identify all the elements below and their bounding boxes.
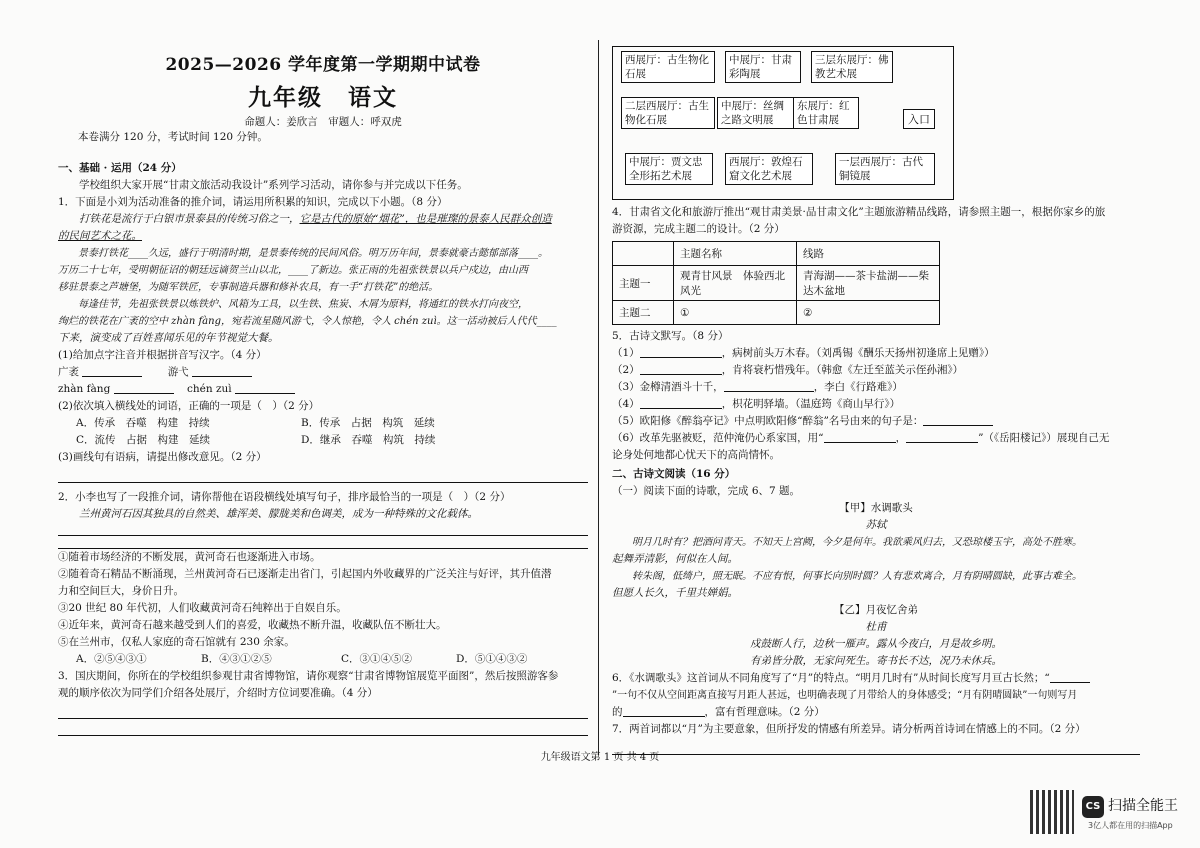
option-a[interactable]: A．传承 吞噬 构建 持续 (76, 417, 210, 429)
exam-authors: 命题人：姜欣言 审题人：呼双虎 (244, 116, 402, 128)
scanner-watermark (1030, 790, 1190, 834)
subsection-heading: （一）阅读下面的诗歌，完成 6、7 题。 (612, 485, 801, 497)
question-7: 7．两首词都以“月”为主要意象，但所抒发的情感有所差异。请分析两首诗词在情感上的不同。（2 分） (612, 723, 1086, 735)
hall-box: 二层西展厅：古生物化石展 (621, 97, 715, 129)
answer-blank[interactable] (640, 396, 722, 409)
hall-box: 中展厅：贾文忠全形拓艺术展 (625, 153, 713, 185)
answer-line[interactable] (58, 538, 588, 549)
question-2: 2．小李也写了一段推介词，请你帮他在语段横线处填写句子，排序最恰当的一项是（ ）（2 分） (58, 491, 511, 503)
table-cell: 主题二 (613, 301, 674, 325)
hall-box: 西展厅：敦煌石窟文化艺术展 (725, 153, 813, 185)
passage-line: 绚烂的铁花在广袤的空中 zhàn fàng，宛若流星随风游弋，令人惊艳，令人 chén zuì。这一活动被后人代代____ (58, 316, 557, 327)
poem-line: 但愿人长久，千里共婵娟。 (612, 587, 738, 599)
answer-blank[interactable] (923, 413, 993, 426)
choice-sentence: ④近年来，黄河奇石越来越受到人们的喜爱，收藏热不断升温，收藏队伍不断壮大。 (58, 619, 447, 631)
poem-author: 苏轼 (865, 519, 887, 531)
exam-subject: 九年级 语文 (248, 84, 398, 111)
answer-line[interactable] (58, 468, 588, 483)
answer-blank[interactable] (82, 364, 142, 377)
choice-sentence: ②随着奇石精品不断涌现，兰州黄河奇石已逐渐走出省门，引起国内外收藏界的广泛关注与好评，其升值潜 (58, 568, 552, 580)
table-header: 线路 (797, 242, 940, 266)
page-footer: 九年级语文第 1 页 共 4 页 (540, 752, 660, 763)
choice-sentence: ⑤在兰州市，仅私人家庭的奇石馆就有 230 余家。 (58, 636, 295, 648)
option-c[interactable]: C．流传 占据 构建 延续 (76, 434, 211, 446)
passage-line: 下来，演变成了百姓喜闻乐见的年节视觉大餐。 (58, 332, 279, 344)
option-b[interactable]: B．传承 占据 构筑 延续 (301, 417, 435, 429)
answer-blank[interactable] (640, 345, 722, 358)
question-6-cont: ”一句不仅从空间距离直接写月距人甚远，也明确表现了月带给人的身体感受；“月有阴晴圆缺”一句则写月 (612, 690, 1078, 701)
question-4: 4．甘肃省文化和旅游厅推出“观甘肃美景·品甘肃文化”主题旅游精品线路，请参照主题一，根据你家乡的旅 (612, 206, 1106, 218)
section-heading: 一、基础 · 运用（24 分） (58, 162, 182, 174)
subquestion-1: (1)给加点字注音并根据拼音写汉字。（4 分） (58, 349, 267, 361)
hall-box: 东展厅：红色甘肃展 (793, 97, 859, 129)
question-4-cont: 游资源，完成主题二的设计。（2 分） (612, 223, 785, 235)
choice-sentence: ①随着市场经济的不断发展，黄河奇石也逐渐进入市场。 (58, 551, 321, 563)
answer-blank[interactable] (906, 430, 978, 443)
question-6-cont: 的 ，富有哲理意味。（2 分） (612, 706, 825, 718)
poem-line: 有弟皆分散，无家问死生。寄书长不达，况乃未休兵。 (750, 655, 1002, 667)
recitation-line: （6）改革先驱被贬，范仲淹仍心系家国，用“ ， ”（《岳阳楼记》）展现自己无 (612, 432, 1110, 444)
answer-blank[interactable] (235, 381, 295, 394)
museum-floor-plan (612, 46, 954, 200)
exam-title: 2025—2026 学年度第一学期期中试卷 (165, 55, 481, 75)
poem-line: 起舞弄清影，何似在人间。 (612, 553, 738, 565)
answer-blank[interactable] (192, 364, 252, 377)
qr-code-icon (1030, 790, 1074, 834)
recitation-line: （2） ，肯将衰朽惜残年。（韩愈《左迁至蓝关示侄孙湘》） (612, 364, 964, 376)
answer-line[interactable] (58, 525, 588, 536)
activity-intro: 学校组织大家开展“甘肃文旅活动我设计”系列学习活动，请你参与并完成以下任务。 (79, 179, 468, 191)
option-a[interactable]: A．②⑤④③① (76, 653, 147, 665)
table-cell: 青海湖——茶卡盐湖——柴达木盆地 (797, 266, 940, 301)
options-row (58, 415, 588, 432)
option-b[interactable]: B．④③①②⑤ (201, 653, 272, 665)
answer-cell[interactable]: ① (674, 301, 797, 325)
column-divider (598, 40, 599, 755)
watermark-name: 扫描全能王 (1108, 798, 1178, 814)
question-3-cont: 观的顺序依次为同学们介绍各处展厅，介绍时方位词要准确。（4 分） (58, 687, 378, 699)
poem-title: 【乙】月夜忆舍弟 (834, 604, 918, 616)
answer-cell[interactable]: ② (797, 301, 940, 325)
question-3: 3．国庆期间，你所在的学校组织参观甘肃省博物馆，请你观察“甘肃省博物馆展览平面图”，然后按照游客参 (58, 670, 559, 682)
poem-line: 明月几时有？把酒问青天。不知天上宫阙，今夕是何年。我欲乘风归去，又恐琼楼玉宇，高处不胜寒。 (632, 537, 1082, 548)
recitation-line: （3）金樽清酒斗十千， ，李白《行路难》） (612, 381, 903, 393)
options-row (58, 651, 588, 668)
option-d[interactable]: D．继承 吞噬 构筑 持续 (301, 434, 436, 446)
entrance-label: 入口 (903, 109, 935, 129)
section-heading: 二、古诗文阅读（16 分） (612, 468, 736, 480)
answer-blank[interactable] (824, 430, 896, 443)
passage-line: 打铁花是流行于白银市景泰县的传统习俗之一，它是古代的原始“烟花”，也是璀璨的景泰人民群众创造 (79, 213, 552, 225)
camscanner-logo: CS (1082, 796, 1104, 818)
question-1: 1．下面是小刘为活动准备的推介词，请运用所积累的知识，完成以下小题。（8 分） (58, 196, 448, 208)
hall-box: 中展厅：甘肃彩陶展 (725, 51, 801, 83)
answer-blank[interactable] (114, 381, 174, 394)
hall-box: 三层东展厅：佛教艺术展 (811, 51, 893, 83)
right-column (612, 46, 1140, 755)
passage-line: 移驻景泰之芦塘堡，为随军铁匠，专事制造兵器和修补农具，有一手“打铁花”的绝活。 (58, 282, 439, 293)
subquestion-2: (2)依次填入横线处的词语，正确的一项是（ ）（2 分） (58, 400, 320, 412)
question-5: 5．古诗文默写。（8 分） (612, 330, 729, 342)
recitation-line: （4） ，枳花明驿墙。（温庭筠《商山早行》） (612, 398, 901, 410)
option-c[interactable]: C．③①④⑤② (341, 653, 413, 665)
answer-blank[interactable] (640, 362, 722, 375)
theme-table (612, 241, 940, 325)
poem-title: 【甲】水调歌头 (839, 502, 913, 514)
subquestion-3: (3)画线句有语病，请提出修改意见。（2 分） (58, 451, 267, 463)
passage-line: 景泰打铁花____久远，盛行于明清时期，是景泰传统的民间风俗。明万历年间，景泰就豪古懿郁部落____。 (78, 248, 548, 259)
left-column (58, 40, 588, 736)
answer-blank[interactable] (623, 704, 705, 717)
choice-sentence: 力和空间巨大，身价日升。 (58, 585, 184, 597)
recitation-line: （1） ，病树前头万木春。（刘禹锡《酬乐天扬州初逢席上见赠》） (612, 347, 995, 359)
option-d[interactable]: D．⑤①④③② (456, 653, 528, 665)
answer-line[interactable] (58, 721, 588, 736)
recitation-line: 论身处何地都心忧天下的高尚情怀。 (612, 449, 780, 461)
choice-sentence: ③20 世纪 80 年代初，人们收藏黄河奇石纯粹出于自娱自乐。 (58, 602, 347, 614)
options-row (58, 432, 588, 449)
underlined-sentence: 它是古代的原始“烟花”，也是璀璨的景泰人民群众创造 (299, 213, 552, 225)
passage-line: 兰州黄河石因其独具的自然美、雄浑美、朦胧美和色调美，成为一种特殊的文化载体。 (79, 508, 478, 520)
question-6: 6．《水调歌头》这首词从不同角度写了“月”的特点。“明月几时有”从时间长度写月亘古长然；“ (612, 670, 1140, 687)
table-cell: 观青甘风景 体验西北风光 (674, 266, 797, 301)
pinyin-row: zhàn fàng chén zuì (58, 381, 588, 398)
recitation-line: （5）欧阳修《醉翁亭记》中点明欧阳修“醉翁”名号由来的句子是： (612, 413, 1140, 430)
answer-line[interactable] (58, 704, 588, 719)
poem-line: 戍鼓断人行，边秋一雁声。露从今夜白，月是故乡明。 (750, 638, 1002, 650)
watermark-subtitle: 3亿人都在用的扫描App (1088, 821, 1173, 830)
exam-note: 本卷满分 120 分，考试时间 120 分钟。 (78, 131, 268, 143)
pinyin-row: 广袤 游弋 (58, 364, 588, 381)
poem-author: 杜甫 (865, 621, 887, 633)
answer-blank[interactable] (724, 379, 814, 392)
passage-line: 万历二十七年，受明朝征诏的朝廷远谪贺兰山以北，____了新边。张正雨的先祖张铁景以兵户戍边，由山西 (58, 265, 528, 276)
table-cell: 主题一 (613, 266, 674, 301)
poem-line: 转朱阁，低绮户，照无眠。不应有恨，何事长向别时圆？人有悲欢离合，月有阴晴圆缺，此事古难全。 (632, 571, 1082, 582)
hall-box: 一层西展厅：古代铜镜展 (835, 153, 935, 185)
passage-line: 每逢佳节，先祖张铁景以炼铁炉、风箱为工具，以生铁、焦炭、木屑为原料，将通红的铁水打向夜空， (78, 299, 528, 310)
passage-line: 的民间艺术之花。 (58, 230, 142, 242)
hall-box: 西展厅：古生物化石展 (621, 51, 715, 83)
answer-blank[interactable] (1050, 670, 1090, 683)
table-header: 主题名称 (674, 242, 797, 266)
hall-box: 中展厅：丝绸之路文明展 (717, 97, 797, 129)
